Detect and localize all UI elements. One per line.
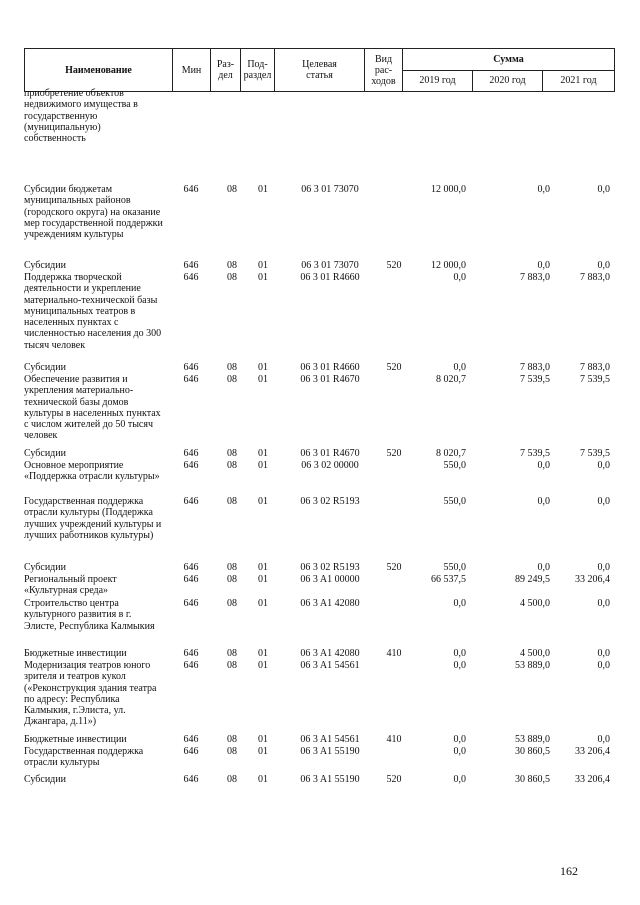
- cell-sub: 01: [258, 460, 268, 471]
- cell-y3: 0,0: [597, 460, 610, 471]
- cell-min: 646: [183, 272, 199, 283]
- cell-y3: 0,0: [597, 660, 610, 671]
- cell-y1: 550,0: [443, 496, 466, 507]
- cell-y2: 7 883,0: [520, 272, 550, 283]
- cell-y2: 30 860,5: [515, 774, 550, 785]
- cell-min: 646: [183, 448, 199, 459]
- cell-sub: 01: [258, 496, 268, 507]
- cell-y2: 89 249,5: [515, 574, 550, 585]
- cell-y1: 0,0: [453, 362, 466, 373]
- cell-y3: 7 883,0: [580, 362, 610, 373]
- cell-min: 646: [183, 374, 199, 385]
- cell-y2: 0,0: [537, 184, 550, 195]
- cell-y1: 0,0: [453, 774, 466, 785]
- cell-y2: 0,0: [537, 496, 550, 507]
- cell-min: 646: [183, 734, 199, 745]
- cell-art: 06 3 A1 00000: [300, 574, 360, 585]
- header-subsection: Под- раздел: [241, 49, 275, 92]
- cell-y2: 53 889,0: [515, 660, 550, 671]
- cell-sub: 01: [258, 734, 268, 745]
- cell-sub: 01: [258, 598, 268, 609]
- page-number: 162: [560, 864, 578, 878]
- cell-sec: 08: [227, 574, 237, 585]
- cell-sub: 01: [258, 746, 268, 757]
- cell-sub: 01: [258, 374, 268, 385]
- cell-sub: 01: [258, 574, 268, 585]
- cell-y1: 0,0: [453, 746, 466, 757]
- cell-vid: 520: [386, 562, 402, 573]
- cell-min: 646: [183, 562, 199, 573]
- header-sum: Сумма: [403, 49, 615, 71]
- cell-art: 06 3 01 R4660: [300, 362, 360, 373]
- cell-sec: 08: [227, 272, 237, 283]
- cell-name: Субсидии: [24, 362, 66, 373]
- cell-vid: 410: [386, 648, 402, 659]
- cell-min: 646: [183, 574, 199, 585]
- cell-name: Субсидии: [24, 448, 66, 459]
- cell-y3: 7 883,0: [580, 272, 610, 283]
- cell-art: 06 3 02 R5193: [300, 496, 360, 507]
- cell-name: Региональный проект «Культурная среда»: [24, 574, 117, 597]
- cell-sub: 01: [258, 562, 268, 573]
- cell-y3: 0,0: [597, 562, 610, 573]
- cell-art: 06 3 A1 42080: [300, 648, 360, 659]
- cell-y3: 0,0: [597, 734, 610, 745]
- cell-min: 646: [183, 774, 199, 785]
- cell-name: Обеспечение развития и укрепления материально-технической базы домов культуры в населенных пунктах с числом жителей до 50 тысяч человек: [24, 374, 161, 442]
- cell-min: 646: [183, 648, 199, 659]
- cell-min: 646: [183, 260, 199, 271]
- cell-name: Субсидии бюджетам муниципальных районов (городского округа) на оказание мер государственной поддержки учреждениям культуры: [24, 184, 163, 241]
- cell-min: 646: [183, 496, 199, 507]
- cell-y2: 7 883,0: [520, 362, 550, 373]
- cell-sub: 01: [258, 448, 268, 459]
- cell-art: 06 3 01 73070: [301, 260, 359, 271]
- cell-y1: 12 000,0: [431, 260, 466, 271]
- cell-sec: 08: [227, 598, 237, 609]
- cell-art: 06 3 01 R4660: [300, 272, 360, 283]
- cell-art: 06 3 A1 55190: [300, 746, 360, 757]
- cell-y2: 0,0: [537, 260, 550, 271]
- cell-vid: 520: [386, 260, 402, 271]
- cell-name: Субсидии: [24, 260, 66, 271]
- cell-y2: 4 500,0: [520, 648, 550, 659]
- cell-sub: 01: [258, 362, 268, 373]
- header-name: Наименование: [25, 49, 173, 92]
- header-article: Целевая статья: [275, 49, 365, 92]
- cell-y3: 33 206,4: [575, 774, 610, 785]
- cell-sec: 08: [227, 184, 237, 195]
- cell-y1: 550,0: [443, 562, 466, 573]
- cell-y1: 0,0: [453, 734, 466, 745]
- cell-y3: 0,0: [597, 260, 610, 271]
- cell-art: 06 3 A1 54561: [300, 660, 360, 671]
- header-2020: 2020 год: [473, 70, 543, 92]
- cell-min: 646: [183, 660, 199, 671]
- cell-sec: 08: [227, 648, 237, 659]
- cell-vid: 520: [386, 774, 402, 785]
- cell-vid: 410: [386, 734, 402, 745]
- header-section: Раз- дел: [211, 49, 241, 92]
- cell-min: 646: [183, 746, 199, 757]
- cell-art: 06 3 02 00000: [301, 460, 359, 471]
- cell-name: Основное мероприятие «Поддержка отрасли культуры»: [24, 460, 160, 483]
- cell-sub: 01: [258, 648, 268, 659]
- cell-art: 06 3 01 R4670: [300, 448, 360, 459]
- cell-y3: 7 539,5: [580, 374, 610, 385]
- cell-sec: 08: [227, 460, 237, 471]
- cell-name: Поддержка творческой деятельности и укрепление материально-технической базы муниципальных театров в населенных пунктах с численностью населения до 300 тысяч человек: [24, 272, 162, 351]
- cell-y1: 8 020,7: [436, 448, 466, 459]
- cell-sec: 08: [227, 362, 237, 373]
- cell-y1: 0,0: [453, 648, 466, 659]
- cell-min: 646: [183, 362, 199, 373]
- cell-y3: 0,0: [597, 598, 610, 609]
- cell-y3: 7 539,5: [580, 448, 610, 459]
- cell-sec: 08: [227, 734, 237, 745]
- cell-sec: 08: [227, 496, 237, 507]
- cell-name: Строительство центра культурного развития в г. Элисте, Республика Калмыкия: [24, 598, 155, 632]
- cell-name: Субсидии: [24, 562, 66, 573]
- cell-name: Государственная поддержка отрасли культуры (Поддержка лучших учреждений культуры и лучших работников культуры): [24, 496, 162, 541]
- cell-name: Государственная поддержка отрасли культуры: [24, 746, 144, 769]
- cell-name: Субсидии: [24, 774, 66, 785]
- cell-y1: 8 020,7: [436, 374, 466, 385]
- cell-y2: 0,0: [537, 562, 550, 573]
- cell-sub: 01: [258, 260, 268, 271]
- cell-art: 06 3 A1 54561: [300, 734, 360, 745]
- cell-sec: 08: [227, 746, 237, 757]
- cell-sec: 08: [227, 774, 237, 785]
- cell-art: 06 3 01 73070: [301, 184, 359, 195]
- header-2019: 2019 год: [403, 70, 473, 92]
- cell-art: 06 3 02 R5193: [300, 562, 360, 573]
- cell-y2: 30 860,5: [515, 746, 550, 757]
- cell-y1: 0,0: [453, 272, 466, 283]
- cell-art: 06 3 01 R4670: [300, 374, 360, 385]
- cell-y2: 4 500,0: [520, 598, 550, 609]
- cell-name: Модернизация театров юного зрителя и театров кукол («Реконструкция здания театра по адресу: Республика Калмыкия, г.Элиста, ул. Джангара, д.11»): [24, 660, 157, 728]
- header-expense-type: Вид рас- ходов: [365, 49, 403, 92]
- cell-y1: 0,0: [453, 660, 466, 671]
- cell-sub: 01: [258, 184, 268, 195]
- header-2021: 2021 год: [543, 70, 615, 92]
- cell-y2: 0,0: [537, 460, 550, 471]
- cell-sec: 08: [227, 660, 237, 671]
- cell-sub: 01: [258, 774, 268, 785]
- cell-y1: 12 000,0: [431, 184, 466, 195]
- cell-sec: 08: [227, 374, 237, 385]
- cell-y3: 0,0: [597, 648, 610, 659]
- cell-min: 646: [183, 460, 199, 471]
- cell-vid: 520: [386, 448, 402, 459]
- cell-name: приобретение объектов недвижимого имущества в государственную (муниципальную) собственность: [24, 88, 138, 145]
- cell-y2: 53 889,0: [515, 734, 550, 745]
- cell-name: Бюджетные инвестиции: [24, 648, 127, 659]
- cell-sub: 01: [258, 660, 268, 671]
- cell-sub: 01: [258, 272, 268, 283]
- cell-sec: 08: [227, 562, 237, 573]
- cell-art: 06 3 A1 55190: [300, 774, 360, 785]
- cell-sec: 08: [227, 448, 237, 459]
- cell-y1: 550,0: [443, 460, 466, 471]
- cell-y3: 33 206,4: [575, 746, 610, 757]
- cell-art: 06 3 A1 42080: [300, 598, 360, 609]
- cell-min: 646: [183, 598, 199, 609]
- cell-y2: 7 539,5: [520, 374, 550, 385]
- cell-min: 646: [183, 184, 199, 195]
- cell-y1: 0,0: [453, 598, 466, 609]
- cell-y3: 0,0: [597, 496, 610, 507]
- header-min: Мин: [173, 49, 211, 92]
- cell-sec: 08: [227, 260, 237, 271]
- cell-y2: 7 539,5: [520, 448, 550, 459]
- cell-name: Бюджетные инвестиции: [24, 734, 127, 745]
- cell-y3: 33 206,4: [575, 574, 610, 585]
- cell-vid: 520: [386, 362, 402, 373]
- cell-y1: 66 537,5: [431, 574, 466, 585]
- table-header: [24, 48, 614, 92]
- cell-y3: 0,0: [597, 184, 610, 195]
